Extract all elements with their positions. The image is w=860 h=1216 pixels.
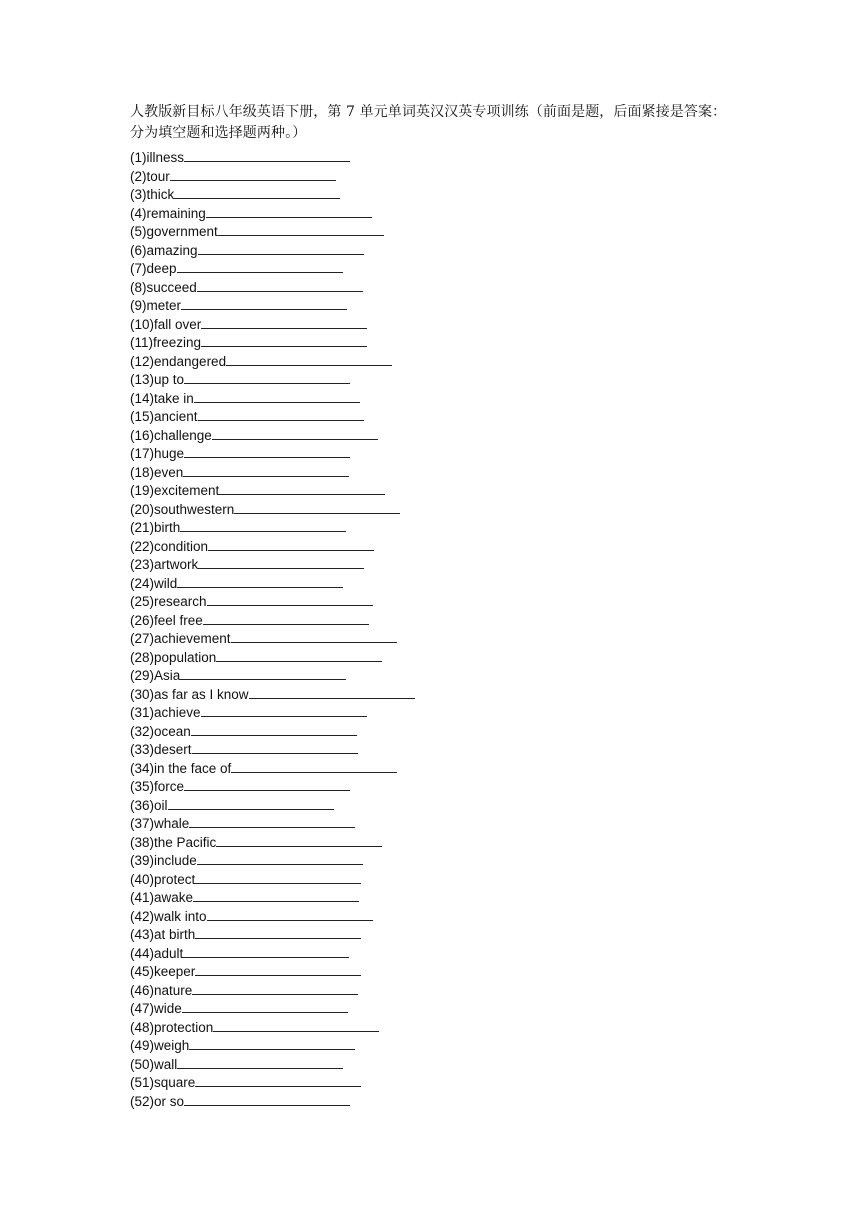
vocabulary-word: (36)oil <box>130 797 168 813</box>
vocabulary-item <box>130 889 740 908</box>
answer-blank <box>174 186 340 199</box>
answer-blank <box>180 667 346 680</box>
vocabulary-item <box>130 501 740 520</box>
vocabulary-item <box>130 427 740 446</box>
vocabulary-word: (9)meter <box>130 298 182 313</box>
vocabulary-item <box>130 686 740 705</box>
answer-blank <box>193 889 359 902</box>
answer-blank <box>234 501 400 514</box>
vocabulary-word: (7)deep <box>130 261 177 276</box>
answer-blank <box>216 834 382 847</box>
vocabulary-item <box>130 1019 740 1038</box>
vocabulary-word: (44)adult <box>130 945 184 961</box>
vocabulary-word: (13)up to <box>130 372 185 387</box>
answer-blank <box>180 519 346 532</box>
answer-blank <box>216 649 382 662</box>
vocabulary-item <box>130 297 740 316</box>
answer-blank <box>181 297 347 310</box>
vocabulary-item <box>130 223 740 242</box>
answer-blank <box>170 168 336 181</box>
vocabulary-word: (8)succeed <box>130 279 197 295</box>
vocabulary-word: (33)desert <box>130 742 192 757</box>
vocabulary-item <box>130 945 740 964</box>
vocabulary-word: (45)keeper <box>130 964 196 979</box>
answer-blank <box>192 741 358 754</box>
vocabulary-word: (19)excitement <box>130 483 220 498</box>
answer-blank <box>177 1056 343 1069</box>
vocabulary-item <box>130 908 740 927</box>
vocabulary-item <box>130 963 740 982</box>
vocabulary-item <box>130 168 740 187</box>
answer-blank <box>195 926 361 939</box>
vocabulary-item <box>130 1093 740 1112</box>
answer-blank <box>212 427 378 440</box>
vocabulary-item <box>130 760 740 779</box>
vocabulary-word: (12)endangered <box>130 353 227 369</box>
vocabulary-word: (39)include <box>130 853 197 868</box>
vocabulary-word: (17)huge <box>130 446 185 461</box>
vocabulary-item <box>130 815 740 834</box>
vocabulary-item <box>130 390 740 409</box>
answer-blank <box>183 945 349 958</box>
vocabulary-word: (42)walk into <box>130 908 207 924</box>
vocabulary-word: (35)force <box>130 779 185 794</box>
vocabulary-item <box>130 260 740 279</box>
answer-blank <box>231 630 397 643</box>
answer-blank <box>201 316 367 329</box>
vocabulary-word: (38)the Pacific <box>130 834 217 850</box>
answer-blank <box>168 797 334 810</box>
answer-blank <box>194 390 360 403</box>
vocabulary-word: (32)ocean <box>130 723 191 739</box>
vocabulary-word: (41)awake <box>130 890 194 905</box>
answer-blank <box>184 149 350 162</box>
answer-blank <box>184 371 350 384</box>
answer-blank <box>177 260 343 273</box>
vocabulary-word: (28)population <box>130 649 217 665</box>
vocabulary-word: (34)in the face of <box>130 760 232 776</box>
vocabulary-word: (4)remaining <box>130 205 206 221</box>
vocabulary-item <box>130 649 740 668</box>
answer-blank <box>218 223 384 236</box>
vocabulary-word: (52)or so <box>130 1093 185 1109</box>
answer-blank <box>184 445 350 458</box>
vocabulary-item <box>130 741 740 760</box>
vocabulary-item <box>130 593 740 612</box>
vocabulary-word: (24)wild <box>130 575 178 591</box>
vocabulary-word: (20)southwestern <box>130 501 235 517</box>
vocabulary-item <box>130 834 740 853</box>
answer-blank <box>189 1037 355 1050</box>
vocabulary-item <box>130 482 740 501</box>
answer-blank <box>192 982 358 995</box>
vocabulary-item <box>130 612 740 631</box>
vocabulary-word: (15)ancient <box>130 409 198 424</box>
worksheet-title: 人教版新目标八年级英语下册，第 7 单元单词英汉汉英专项训练（前面是题，后面紧接是答案：分为填空题和选择题两种。） <box>130 104 727 141</box>
vocabulary-item <box>130 1074 740 1093</box>
vocabulary-word: (5)government <box>130 224 218 239</box>
vocabulary-word: (43)at birth <box>130 927 196 942</box>
answer-blank <box>231 760 397 773</box>
worksheet-page <box>130 102 740 1111</box>
vocabulary-word: (30)as far as I know <box>130 686 249 702</box>
vocabulary-item <box>130 871 740 890</box>
answer-blank <box>249 686 415 699</box>
vocabulary-item <box>130 519 740 538</box>
vocabulary-item <box>130 982 740 1001</box>
vocabulary-word: (23)artwork <box>130 557 199 572</box>
vocabulary-word: (21)birth <box>130 520 181 535</box>
vocabulary-item <box>130 778 740 797</box>
answer-blank <box>189 815 355 828</box>
vocabulary-word: (31)achieve <box>130 705 201 720</box>
vocabulary-word: (46)nature <box>130 982 193 998</box>
vocabulary-word: (6)amazing <box>130 242 198 258</box>
vocabulary-item <box>130 556 740 575</box>
vocabulary-word: (25)research <box>130 594 207 609</box>
answer-blank <box>203 612 369 625</box>
answer-blank <box>206 205 372 218</box>
vocabulary-item <box>130 1037 740 1056</box>
vocabulary-word: (48)protection <box>130 1019 214 1035</box>
answer-blank <box>183 464 349 477</box>
answer-blank <box>197 279 363 292</box>
vocabulary-item <box>130 149 740 168</box>
answer-blank <box>197 852 363 865</box>
vocabulary-word: (1)illness <box>130 150 185 165</box>
answer-blank <box>207 908 373 921</box>
vocabulary-item <box>130 186 740 205</box>
answer-blank <box>198 242 364 255</box>
vocabulary-item <box>130 704 740 723</box>
answer-blank <box>213 1019 379 1032</box>
vocabulary-word: (14)take in <box>130 390 194 406</box>
vocabulary-item <box>130 279 740 298</box>
vocabulary-item <box>130 575 740 594</box>
answer-blank <box>198 556 364 569</box>
vocabulary-item <box>130 242 740 261</box>
vocabulary-word: (16)challenge <box>130 427 212 443</box>
vocabulary-list <box>130 149 740 1111</box>
answer-blank <box>191 723 357 736</box>
vocabulary-word: (2)tour <box>130 168 170 184</box>
vocabulary-item <box>130 408 740 427</box>
vocabulary-item <box>130 1056 740 1075</box>
answer-blank <box>184 1093 350 1106</box>
answer-blank <box>207 593 373 606</box>
vocabulary-word: (18)even <box>130 464 184 480</box>
answer-blank <box>182 1000 348 1013</box>
answer-blank <box>195 871 361 884</box>
vocabulary-word: (49)weigh <box>130 1038 190 1053</box>
vocabulary-word: (27)achievement <box>130 631 231 646</box>
answer-blank <box>195 963 361 976</box>
vocabulary-word: (10)fall over <box>130 316 202 332</box>
vocabulary-item <box>130 797 740 816</box>
vocabulary-word: (22)condition <box>130 538 209 554</box>
vocabulary-word: (26)feel free <box>130 612 203 628</box>
answer-blank <box>198 408 364 421</box>
vocabulary-item <box>130 205 740 224</box>
vocabulary-item <box>130 316 740 335</box>
vocabulary-item <box>130 371 740 390</box>
vocabulary-item <box>130 852 740 871</box>
answer-blank <box>195 1074 361 1087</box>
vocabulary-item <box>130 334 740 353</box>
answer-blank <box>208 538 374 551</box>
vocabulary-word: (51)square <box>130 1075 196 1090</box>
answer-blank <box>226 353 392 366</box>
answer-blank <box>177 575 343 588</box>
vocabulary-word: (11)freezing <box>130 335 202 350</box>
vocabulary-word: (3)thick <box>130 187 175 202</box>
vocabulary-word: (29)Asia <box>130 668 181 683</box>
vocabulary-word: (40)protect <box>130 871 196 887</box>
answer-blank <box>201 704 367 717</box>
vocabulary-item <box>130 1000 740 1019</box>
answer-blank <box>184 778 350 791</box>
vocabulary-item <box>130 723 740 742</box>
vocabulary-item <box>130 630 740 649</box>
vocabulary-item <box>130 464 740 483</box>
vocabulary-word: (37)whale <box>130 816 190 831</box>
vocabulary-item <box>130 667 740 686</box>
answer-blank <box>219 482 385 495</box>
vocabulary-item <box>130 445 740 464</box>
vocabulary-item <box>130 353 740 372</box>
vocabulary-word: (50)wall <box>130 1056 178 1072</box>
vocabulary-item <box>130 538 740 557</box>
vocabulary-item <box>130 926 740 945</box>
answer-blank <box>201 334 367 347</box>
vocabulary-word: (47)wide <box>130 1001 182 1016</box>
